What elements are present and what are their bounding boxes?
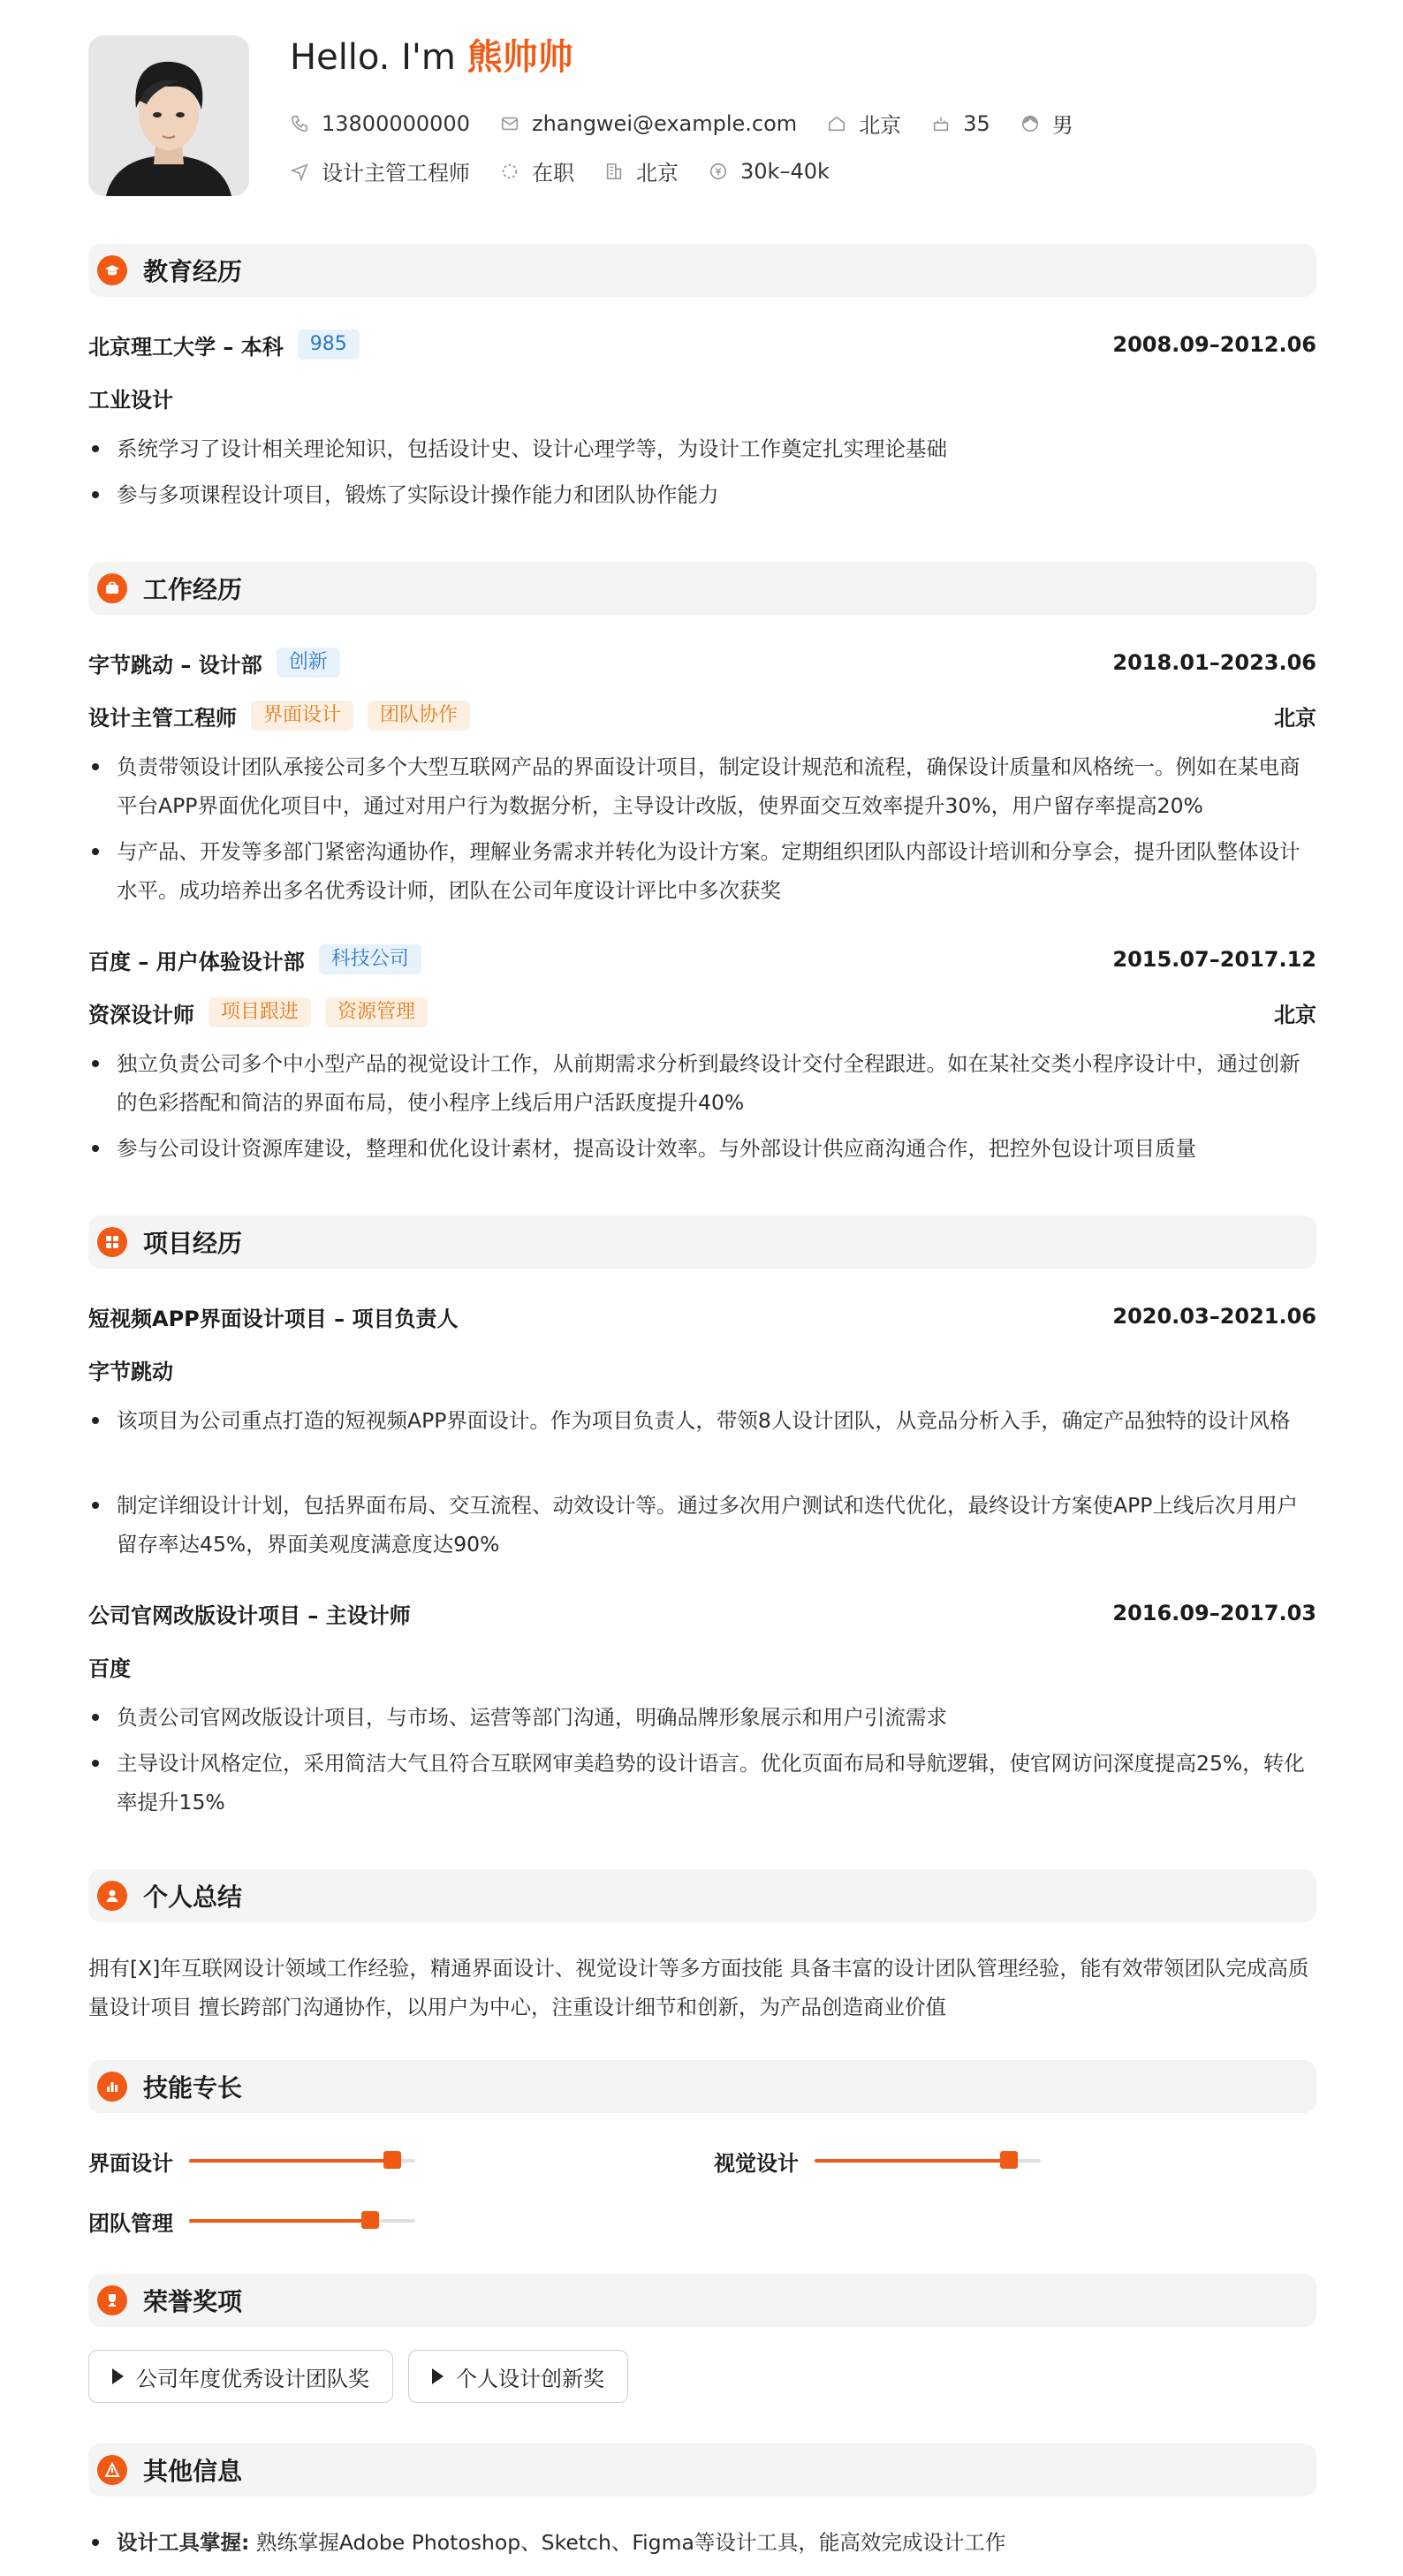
project-company: 百度 <box>88 1655 131 1681</box>
project-title: 短视频APP界面设计项目 – 项目负责人 <box>88 1306 459 1331</box>
home-icon <box>827 114 846 133</box>
list-item: 系统学习了设计相关理论知识，包括设计史、设计心理学等，为设计工作奠定扎实理论基础 <box>88 429 1316 468</box>
award-item[interactable] <box>408 2350 628 2403</box>
play-icon <box>432 2368 444 2384</box>
skill-item <box>714 2143 1041 2178</box>
other-section-header <box>88 2443 1316 2496</box>
play-icon <box>112 2368 124 2384</box>
salary-value: 30k–40k <box>740 158 830 184</box>
position-item <box>290 155 470 186</box>
email-value: zhangwei@example.com <box>531 110 798 136</box>
skill-track <box>189 2159 415 2163</box>
role-tag: 界面设计 <box>251 701 353 731</box>
work-location: 北京 <box>1274 705 1316 731</box>
award-label: 个人设计创新奖 <box>456 2366 604 2391</box>
profile-header <box>88 35 1316 196</box>
city-item <box>604 155 679 186</box>
project-title-row <box>88 1595 1316 1631</box>
list-item: 制定详细设计计划，包括界面布局、交互流程、动效设计等。通过多次用户测试和迭代优化，最终设计方案使APP上线后次月用户留存率达45%，界面美观度满意度达90% <box>88 1486 1316 1564</box>
project-company-row <box>88 1352 1316 1387</box>
other-text: 熟练掌握Adobe Photoshop、Sketch、Figma等设计工具，能高效完成设计工作 <box>255 2530 1006 2555</box>
work-section-header <box>88 562 1316 615</box>
skill-handle[interactable] <box>383 2151 401 2169</box>
section-title: 技能专长 <box>143 2073 243 2102</box>
work-company-row <box>88 942 1316 977</box>
skill-handle[interactable] <box>361 2211 379 2229</box>
trophy-icon <box>97 2285 127 2315</box>
role-tag: 团队协作 <box>368 701 470 731</box>
gender-item <box>1020 108 1073 139</box>
education-school-row <box>88 327 1316 362</box>
list-item <box>88 2523 1316 2562</box>
city-value: 北京 <box>636 161 679 186</box>
mail-icon <box>500 114 519 133</box>
skill-fill <box>189 2159 392 2163</box>
other-label: 设计工具掌握: <box>117 2530 250 2555</box>
avatar <box>88 35 249 196</box>
loading-icon <box>500 162 519 181</box>
work-location: 北京 <box>1274 1002 1316 1027</box>
skill-name: 视觉设计 <box>714 2150 799 2176</box>
work-period: 2018.01–2023.06 <box>1112 650 1316 675</box>
skill-fill <box>189 2219 370 2223</box>
info-icon <box>97 2455 127 2485</box>
project-period: 2016.09–2017.03 <box>1112 1601 1316 1625</box>
education-period: 2008.09–2012.06 <box>1112 332 1316 357</box>
list-item: 独立负责公司多个中小型产品的视觉设计工作，从前期需求分析到最终设计交付全程跟进。如在某社交类小程序设计中，通过创新的色彩搭配和简洁的界面布局，使小程序上线后用户活跃度提升40% <box>88 1044 1316 1122</box>
education-section-header <box>88 244 1316 297</box>
list-item: 参与多项课程设计项目，锻炼了实际设计操作能力和团队协作能力 <box>88 475 1316 514</box>
award-item[interactable] <box>88 2350 393 2403</box>
education-major-row <box>88 380 1316 415</box>
age-value: 35 <box>963 110 990 136</box>
building-icon <box>604 162 624 181</box>
work-period: 2015.07–2017.12 <box>1112 947 1316 972</box>
face-icon <box>1020 114 1040 133</box>
phone-value: 13800000000 <box>322 110 470 136</box>
skill-name: 界面设计 <box>88 2150 173 2176</box>
list-item: 与产品、开发等多部门紧密沟通协作，理解业务需求并转化为设计方案。定期组织团队内部设计培训和分享会，提升团队整体设计水平。成功培养出多名优秀设计师，团队在公司年度设计评比中多次获奖 <box>88 832 1316 910</box>
grid-icon <box>97 1227 127 1257</box>
company-name: 百度 – 用户体验设计部 <box>88 949 305 974</box>
greeting-heading <box>290 35 573 80</box>
section-title: 荣誉奖项 <box>143 2287 243 2316</box>
send-icon <box>290 162 309 181</box>
project-title: 公司官网改版设计项目 – 主设计师 <box>88 1602 411 1628</box>
hometown-item <box>827 108 901 139</box>
skill-item <box>88 2143 415 2178</box>
role-title: 设计主管工程师 <box>88 705 237 731</box>
summary-text: 拥有[X]年互联网设计领域工作经验，精通界面设计、视觉设计等多方面技能 具备丰富的设计团队管理经验，能有效带领团队完成高质量设计项目 擅长跨部门沟通协作，以用户为中心，注重设计细节和创新，为产品创造商业价值 <box>88 1956 1309 2019</box>
role-tag: 项目跟进 <box>209 997 311 1027</box>
skill-track <box>815 2159 1041 2163</box>
list-item: 负责公司官网改版设计项目，与市场、运营等部门沟通，明确品牌形象展示和用户引流需求 <box>88 1698 1316 1737</box>
section-title: 项目经历 <box>143 1229 243 1258</box>
work-company-row <box>88 645 1316 680</box>
job-intent-row <box>290 155 860 186</box>
list-item: 参与公司设计资源库建设，整理和优化设计素材，提高设计效率。与外部设计供应商沟通合作，把控外包设计项目质量 <box>88 1129 1316 1168</box>
skills-section-header <box>88 2060 1316 2113</box>
section-title: 教育经历 <box>143 257 243 286</box>
role-tag: 资源管理 <box>325 997 428 1027</box>
cake-icon <box>931 114 951 133</box>
gender-value: 男 <box>1051 113 1073 138</box>
skill-track <box>189 2219 415 2223</box>
graduation-cap-icon <box>97 255 127 285</box>
age-item <box>931 111 990 136</box>
company-tag: 创新 <box>277 648 340 678</box>
hometown-value: 北京 <box>859 113 902 138</box>
awards-section-header <box>88 2274 1316 2327</box>
candidate-name: 熊帅帅 <box>466 37 573 78</box>
salary-item <box>709 159 830 184</box>
project-period: 2020.03–2021.06 <box>1112 1304 1316 1329</box>
skill-handle[interactable] <box>1000 2151 1018 2169</box>
bar-chart-icon <box>97 2072 127 2102</box>
role-title: 资深设计师 <box>88 1002 194 1027</box>
project-company: 字节跳动 <box>88 1359 173 1384</box>
phone-icon <box>290 114 309 133</box>
projects-section-header <box>88 1216 1316 1269</box>
section-title: 工作经历 <box>143 575 243 604</box>
list-item: 负责带领设计团队承接公司多个大型互联网产品的界面设计项目，制定设计规范和流程，确保设计质量和风格统一。例如在某电商平台APP界面优化项目中，通过对用户行为数据分析，主导设计改版，使界面交互效率提升30%，用户留存率提高20% <box>88 747 1316 825</box>
work-role-row <box>88 995 1316 1030</box>
coin-icon <box>709 162 728 181</box>
greeting-text: Hello. I'm <box>290 37 456 78</box>
project-company-row <box>88 1648 1316 1684</box>
briefcase-icon <box>97 573 127 603</box>
list-item: 主导设计风格定位，采用简洁大气且符合互联网审美趋势的设计语言。优化页面布局和导航逻辑，使官网访问深度提高25%，转化率提升15% <box>88 1744 1316 1822</box>
status-item <box>500 155 574 186</box>
skill-item <box>88 2203 415 2239</box>
section-title: 个人总结 <box>143 1883 243 1912</box>
work-role-row <box>88 698 1316 733</box>
email-item <box>500 111 797 136</box>
company-name: 字节跳动 – 设计部 <box>88 652 262 678</box>
skill-name: 团队管理 <box>88 2210 173 2236</box>
section-title: 其他信息 <box>143 2457 243 2486</box>
company-tag: 科技公司 <box>319 944 421 974</box>
status-value: 在职 <box>532 161 574 186</box>
position-value: 设计主管工程师 <box>322 161 470 186</box>
project-title-row <box>88 1299 1316 1334</box>
list-item: 该项目为公司重点打造的短视频APP界面设计。作为项目负责人，带领8人设计团队，从竞品分析入手，确定产品独特的设计风格 <box>88 1401 1316 1440</box>
skill-fill <box>815 2159 1009 2163</box>
user-icon <box>97 1881 127 1911</box>
major: 工业设计 <box>88 387 173 413</box>
contact-row <box>290 108 1103 139</box>
summary-section-header <box>88 1869 1316 1922</box>
award-label: 公司年度优秀设计团队奖 <box>136 2366 369 2391</box>
phone-item <box>290 111 470 136</box>
school-tag: 985 <box>298 330 360 360</box>
school-name: 北京理工大学 – 本科 <box>88 334 284 360</box>
